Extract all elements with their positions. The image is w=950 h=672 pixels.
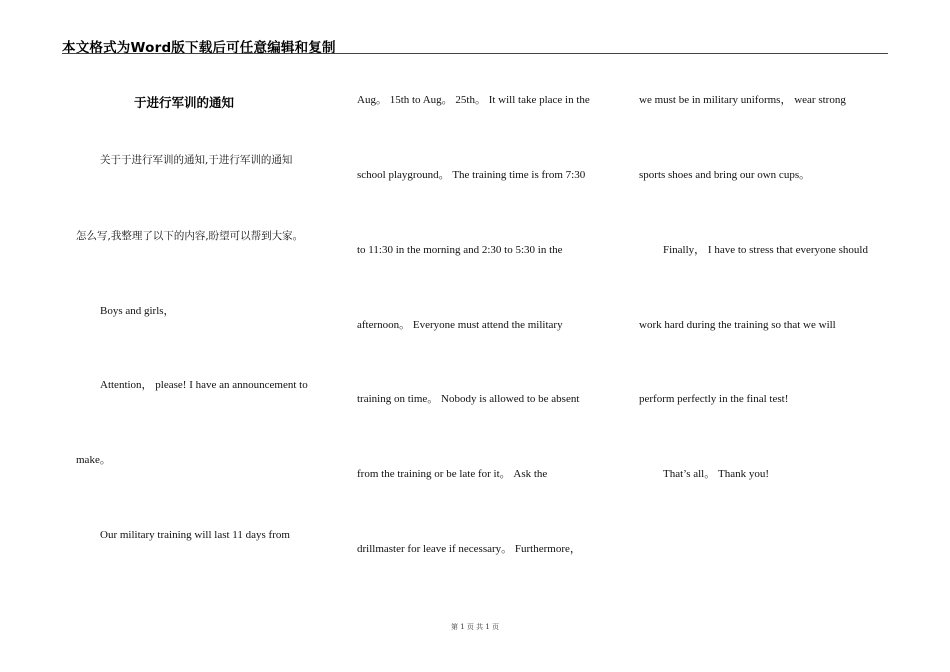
document-title: 于进行军训的通知 [134,95,235,110]
col2-line-7: drillmaster for leave if necessary。 Furthermore， [357,543,581,555]
col3-line-3: Finally， I have to stress that everyone should [663,244,868,256]
col2-line-6: from the training or be late for it。 Ask the [357,468,548,480]
page-header: 本文格式为Word版下载后可任意编辑和复制 [62,40,336,56]
col3-line-2: sports shoes and bring our own cups。 [639,169,811,181]
col1-line-5: make。 [76,454,111,466]
col1-line-1: 关于于进行军训的通知,于进行军训的通知 [100,154,293,166]
col1-line-2: 怎么写,我整理了以下的内容,盼望可以帮到大家。 [76,230,304,242]
page-footer: 第 1 页 共 1 页 [450,623,500,631]
col2-line-5: training on time。 Nobody is allowed to be absent [357,393,580,405]
col1-line-6: Our military training will last 11 days from [100,529,290,541]
col3-line-1: we must be in military uniforms， wear strong [639,94,846,106]
col2-line-1: Aug。 15th to Aug。 25th。 It will take place in the [357,94,590,106]
col2-line-2: school playground。 The training time is from 7:30 [357,169,586,181]
col2-line-4: afternoon。 Everyone must attend the military [357,319,563,331]
col3-line-4: work hard during the training so that we will [639,319,836,331]
col1-line-4: Attention， please! I have an announcement to [100,379,308,391]
col1-line-3: Boys and girls， [100,305,175,317]
header-divider [62,53,888,54]
col3-line-5: perform perfectly in the final test! [639,393,789,405]
col3-line-6: That’s all。 Thank you! [663,468,770,480]
col2-line-3: to 11:30 in the morning and 2:30 to 5:30 in the [357,244,563,256]
